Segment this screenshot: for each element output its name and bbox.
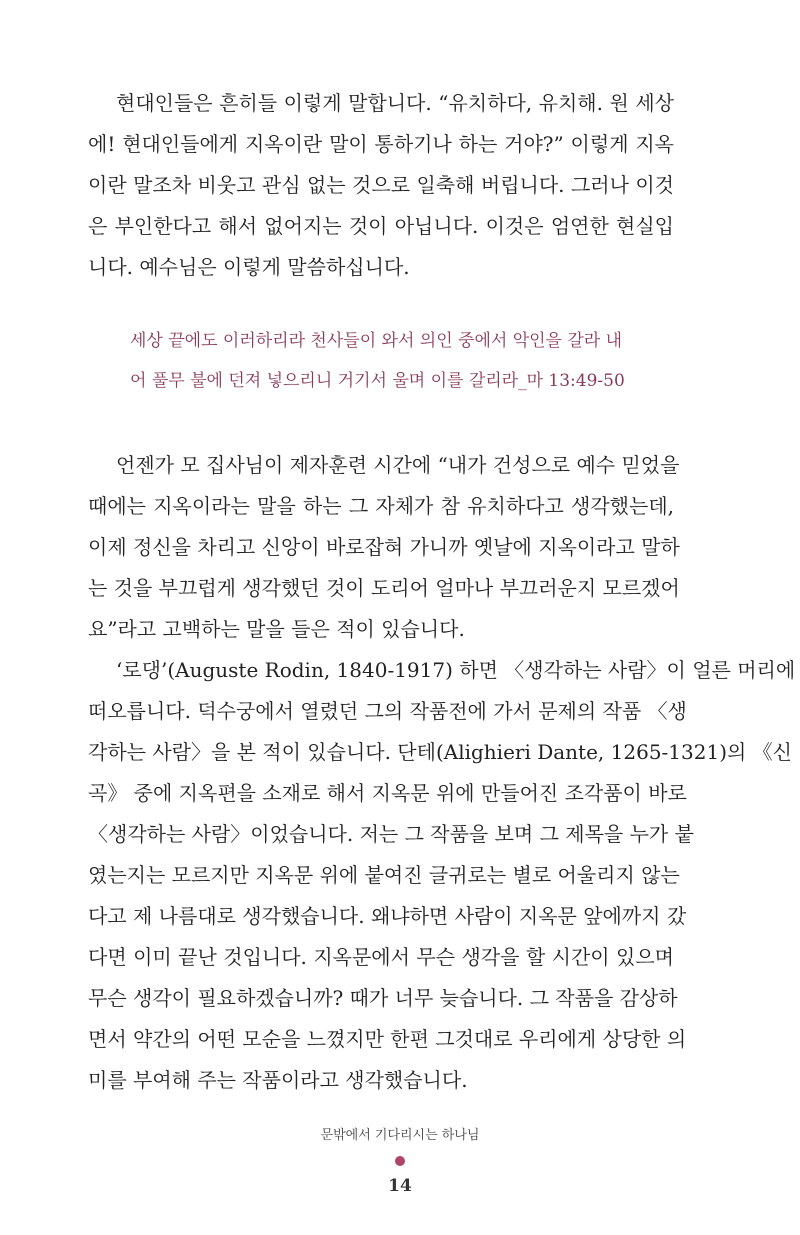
text-line: 였는지는 모르지만 지옥문 위에 붙여진 글귀로는 별로 어울리지 않는: [88, 863, 680, 887]
text-line: 는 것을 부끄럽게 생각했던 것이 도리어 얼마나 부끄러운지 모르겠어: [88, 576, 680, 600]
text-line: 떠오릅니다. 덕수궁에서 열렸던 그의 작품전에 가서 문제의 작품 〈생: [88, 699, 687, 723]
text-line: 현대인들은 흔히들 이렇게 말합니다. “유치하다, 유치해. 원 세상: [116, 91, 674, 115]
text-line: 무슨 생각이 필요하겠습니까? 때가 너무 늦습니다. 그 작품을 감상하: [88, 986, 678, 1010]
text-line: 때에는 지옥이라는 말을 하는 그 자체가 참 유치하다고 생각했는데,: [88, 494, 674, 518]
text-line: 다면 이미 끝난 것입니다. 지옥문에서 무슨 생각을 할 시간이 있으며: [88, 945, 674, 969]
text-line: 〈생각하는 사람〉이었습니다. 저는 그 작품을 보며 그 제목을 누가 붙: [88, 822, 694, 846]
text-line: 면서 약간의 어떤 모순을 느꼈지만 한편 그것대로 우리에게 상당한 의: [88, 1027, 687, 1051]
text-line: 각하는 사람〉을 본 적이 있습니다. 단테(Alighieri Dante, 1265-1321)의 《신: [88, 740, 792, 764]
footer-dot-ornament: [395, 1156, 405, 1166]
text-line: 곡》 중에 지옥편을 소재로 해서 지옥문 위에 만들어진 조각품이 바로: [88, 781, 687, 805]
text-line: 이제 정신을 차리고 신앙이 바로잡혀 가니까 옛날에 지옥이라고 말하: [88, 535, 680, 559]
text-line: 다고 제 나름대로 생각했습니다. 왜냐하면 사람이 지옥문 앞에까지 갔: [88, 904, 687, 928]
quote-line: 어 풀무 불에 던져 넣으리니 거기서 울며 이를 갈리라_마 13:49-50: [130, 371, 625, 391]
text-line: 요”라고 고백하는 말을 들은 적이 있습니다.: [88, 617, 465, 641]
text-line: 은 부인한다고 해서 없어지는 것이 아닙니다. 이것은 엄연한 현실입: [88, 214, 674, 238]
running-footer-title: 문밖에서 기다리시는 하나님: [320, 1128, 480, 1143]
text-line: 니다. 예수님은 이렇게 말씀하십니다.: [88, 255, 410, 279]
page-number: 14: [388, 1176, 412, 1196]
text-line: 에! 현대인들에게 지옥이란 말이 통하기나 하는 거야?” 이렇게 지옥: [88, 132, 674, 156]
text-line: 이란 말조차 비웃고 관심 없는 것으로 일축해 버립니다. 그러나 이것: [88, 173, 674, 197]
text-line: 언젠가 모 집사님이 제자훈련 시간에 “내가 건성으로 예수 믿었을: [116, 453, 680, 477]
text-line: 미를 부여해 주는 작품이라고 생각했습니다.: [88, 1068, 468, 1092]
quote-line: 세상 끝에도 이러하리라 천사들이 와서 의인 중에서 악인을 갈라 내: [130, 331, 623, 351]
text-line: ‘로댕’(Auguste Rodin, 1840-1917) 하면 〈생각하는 사람〉이 얼른 머리에: [116, 658, 796, 682]
